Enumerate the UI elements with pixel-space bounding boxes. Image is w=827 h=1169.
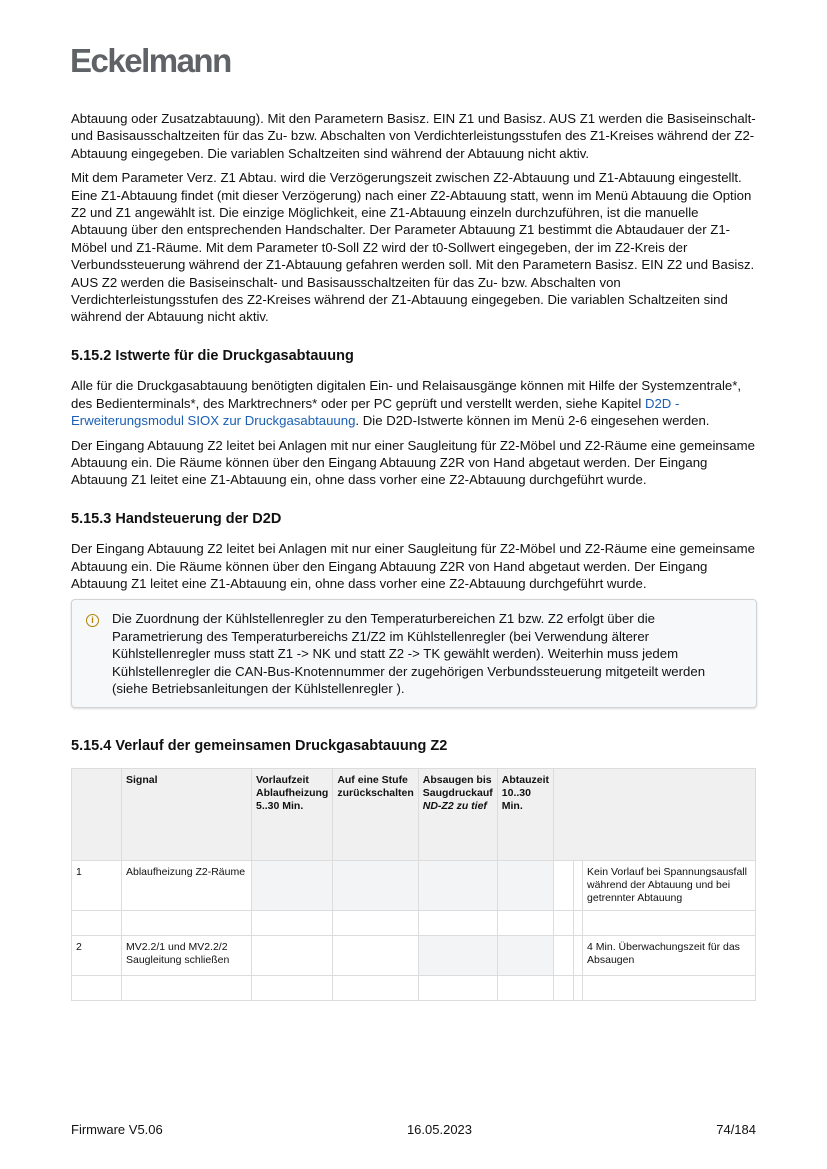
footer bbox=[71, 1122, 756, 1137]
paragraph: Abtauung oder Zusatzabtauung). Mit den Parametern Basisz. EIN Z1 und Basisz. AUS Z1 werden die Basiseinschalt- und Basisausschaltzeiten für das Zu- bzw. Abschalten von Verdichterleistungsstufen des Z1-Kreises während der Z2-Abtauung eingegeben. Die variablen Schaltzeiten sind während der Abtauung nicht aktiv. bbox=[71, 111, 756, 161]
cell bbox=[333, 860, 418, 910]
section-heading: 5.15.4 Verlauf der gemeinsamen Druckgasabtauung Z2 bbox=[71, 738, 448, 755]
text: . Die D2D-Istwerte können im Menü 2-6 eingesehen werden. bbox=[355, 413, 710, 429]
header-italic: ND-Z2 zu tief bbox=[422, 799, 487, 812]
header-cell: Signal bbox=[122, 768, 252, 860]
row-number: 2 bbox=[72, 935, 122, 975]
row-number: 1 bbox=[72, 860, 122, 910]
section-heading: 5.15.2 Istwerte für die Druckgasabtauung bbox=[71, 347, 354, 364]
paragraph bbox=[71, 377, 757, 429]
signal-cell: Ablaufheizung Z2-Räume bbox=[122, 860, 252, 910]
table-row bbox=[72, 860, 756, 910]
cell bbox=[574, 935, 583, 975]
cell bbox=[418, 935, 497, 975]
header-cell: Abtauzeit 10..30 Min. bbox=[497, 768, 553, 860]
eckelmann-logo: Eckelmann bbox=[70, 42, 231, 79]
header-text: Absaugen bis Saugdruckauf bbox=[422, 773, 493, 799]
info-note bbox=[71, 599, 757, 708]
date: 16.05.2023 bbox=[406, 1122, 473, 1137]
section-heading: 5.15.3 Handsteuerung der D2D bbox=[71, 510, 282, 527]
header-cell bbox=[554, 768, 756, 860]
document-body bbox=[71, 110, 757, 1001]
cell bbox=[252, 860, 333, 910]
cell bbox=[554, 935, 574, 975]
table-row bbox=[72, 975, 756, 1000]
cell bbox=[574, 860, 583, 910]
info-icon: i bbox=[86, 614, 99, 627]
note-cell: 4 Min. Überwachungszeit für das Absaugen bbox=[583, 935, 756, 975]
header-cell bbox=[418, 768, 497, 860]
signal-cell: MV2.2/1 und MV2.2/2 Saugleitung schließen bbox=[122, 935, 252, 975]
cell bbox=[252, 935, 333, 975]
cell bbox=[497, 860, 553, 910]
text: Alle für die Druckgasabtauung benötigten digitalen Ein- und Relaisausgänge können mit Hilfe der Systemzentrale*, des Bedienterminals*, des Marktrechners* oder per PC geprüft und verstellt werden, siehe Kapitel bbox=[71, 378, 742, 411]
cell bbox=[333, 935, 418, 975]
cell bbox=[497, 935, 553, 975]
paragraph: Der Eingang Abtauung Z2 leitet bei Anlagen mit nur einer Saugleitung für Z2-Möbel und Z2-Räume eine gemeinsame Abtauung ein. Die Räume können über den Eingang Abtauung Z2R von Hand abgetaut werden. Der Eingang Abtauung Z1 leitet eine Z1-Abtauung ein, ohne dass vorher eine Z2-Abtauung durchgeführt wurde. bbox=[71, 437, 755, 488]
note-cell: Kein Vorlauf bei Spannungsausfall während der Abtauung und bei getrennter Abtauung bbox=[583, 860, 756, 910]
cell bbox=[554, 860, 574, 910]
paragraph: Der Eingang Abtauung Z2 leitet bei Anlagen mit nur einer Saugleitung für Z2-Möbel und Z2-Räume eine gemeinsame Abtauung ein. Die Räume können über den Eingang Abtauung Z2R von Hand abgetaut werden. Der Eingang Abtauung Z1 leitet eine Z1-Abtauung ein, ohne dass vorher eine Z2-Abtauung durchgeführt wurde. bbox=[71, 541, 755, 591]
table-row bbox=[72, 935, 756, 975]
table-header-row bbox=[72, 768, 756, 860]
page-number: 74/184 bbox=[716, 1122, 756, 1137]
header-cell bbox=[72, 768, 122, 860]
defrost-table bbox=[71, 768, 756, 1001]
cell bbox=[418, 860, 497, 910]
note-text: Die Zuordnung der Kühlstellenregler zu den Temperaturbereichen Z1 bzw. Z2 erfolgt über die Parametrierung des Temperaturbereichs Z1/Z2 im Kühlstellenregler (bei Verwendung älterer Kühlstellenregler muss statt Z1 -> NK und statt Z2 -> TK gewählt werden). Weiterhin muss jedem Kühlstellenregler die CAN-Bus-Knotennummer der zugehörigen Verbundssteuerung mitgeteilt werden (siehe Betriebsanleitungen der Kühlstellenregler ). bbox=[112, 611, 706, 696]
table-row bbox=[72, 910, 756, 935]
header-cell: Vorlaufzeit Ablaufheizung 5..30 Min. bbox=[252, 768, 333, 860]
firmware-version: Firmware V5.06 bbox=[71, 1122, 163, 1137]
paragraph: Mit dem Parameter Verz. Z1 Abtau. wird die Verzögerungszeit zwischen Z2-Abtauung und Z1-Abtauung eingestellt. Eine Z1-Abtauung findet (mit dieser Verzögerung) nach einer Z2-Abtauung statt, wenn im Menü Abtauung die Option Z2 und Z1 angewählt ist. Die einzige Möglichkeit, eine Z1-Abtauung einzeln durchzuführen, ist die manuelle Abtauung über den entsprechenden Handschalter. Der Parameter Abtauung Z1 bestimmt die Abtaudauer der Z1-Möbel und Z1-Räume. Mit dem Parameter t0-Soll Z2 wird der t0-Sollwert eingegeben, der im Z2-Kreis der Verbundssteuerung während der Z1-Abtauung gefahren werden soll. Mit den Parametern Basisz. EIN Z2 und Basisz. AUS Z2 werden die Basiseinschalt- und Basisausschaltzeiten für das Zu- bzw. Abschalten von Verdichterleistungsstufen des Z2-Kreises während der Z1-Abtauung eingegeben. Die variablen Schaltzeiten sind während der Abtauung nicht aktiv. bbox=[71, 170, 755, 325]
header-cell: Auf eine Stufe zurückschalten bbox=[333, 768, 418, 860]
chapter-link[interactable]: D2D - Erweiterungsmodul SIOX zur Druckgasabtauung bbox=[71, 395, 680, 429]
